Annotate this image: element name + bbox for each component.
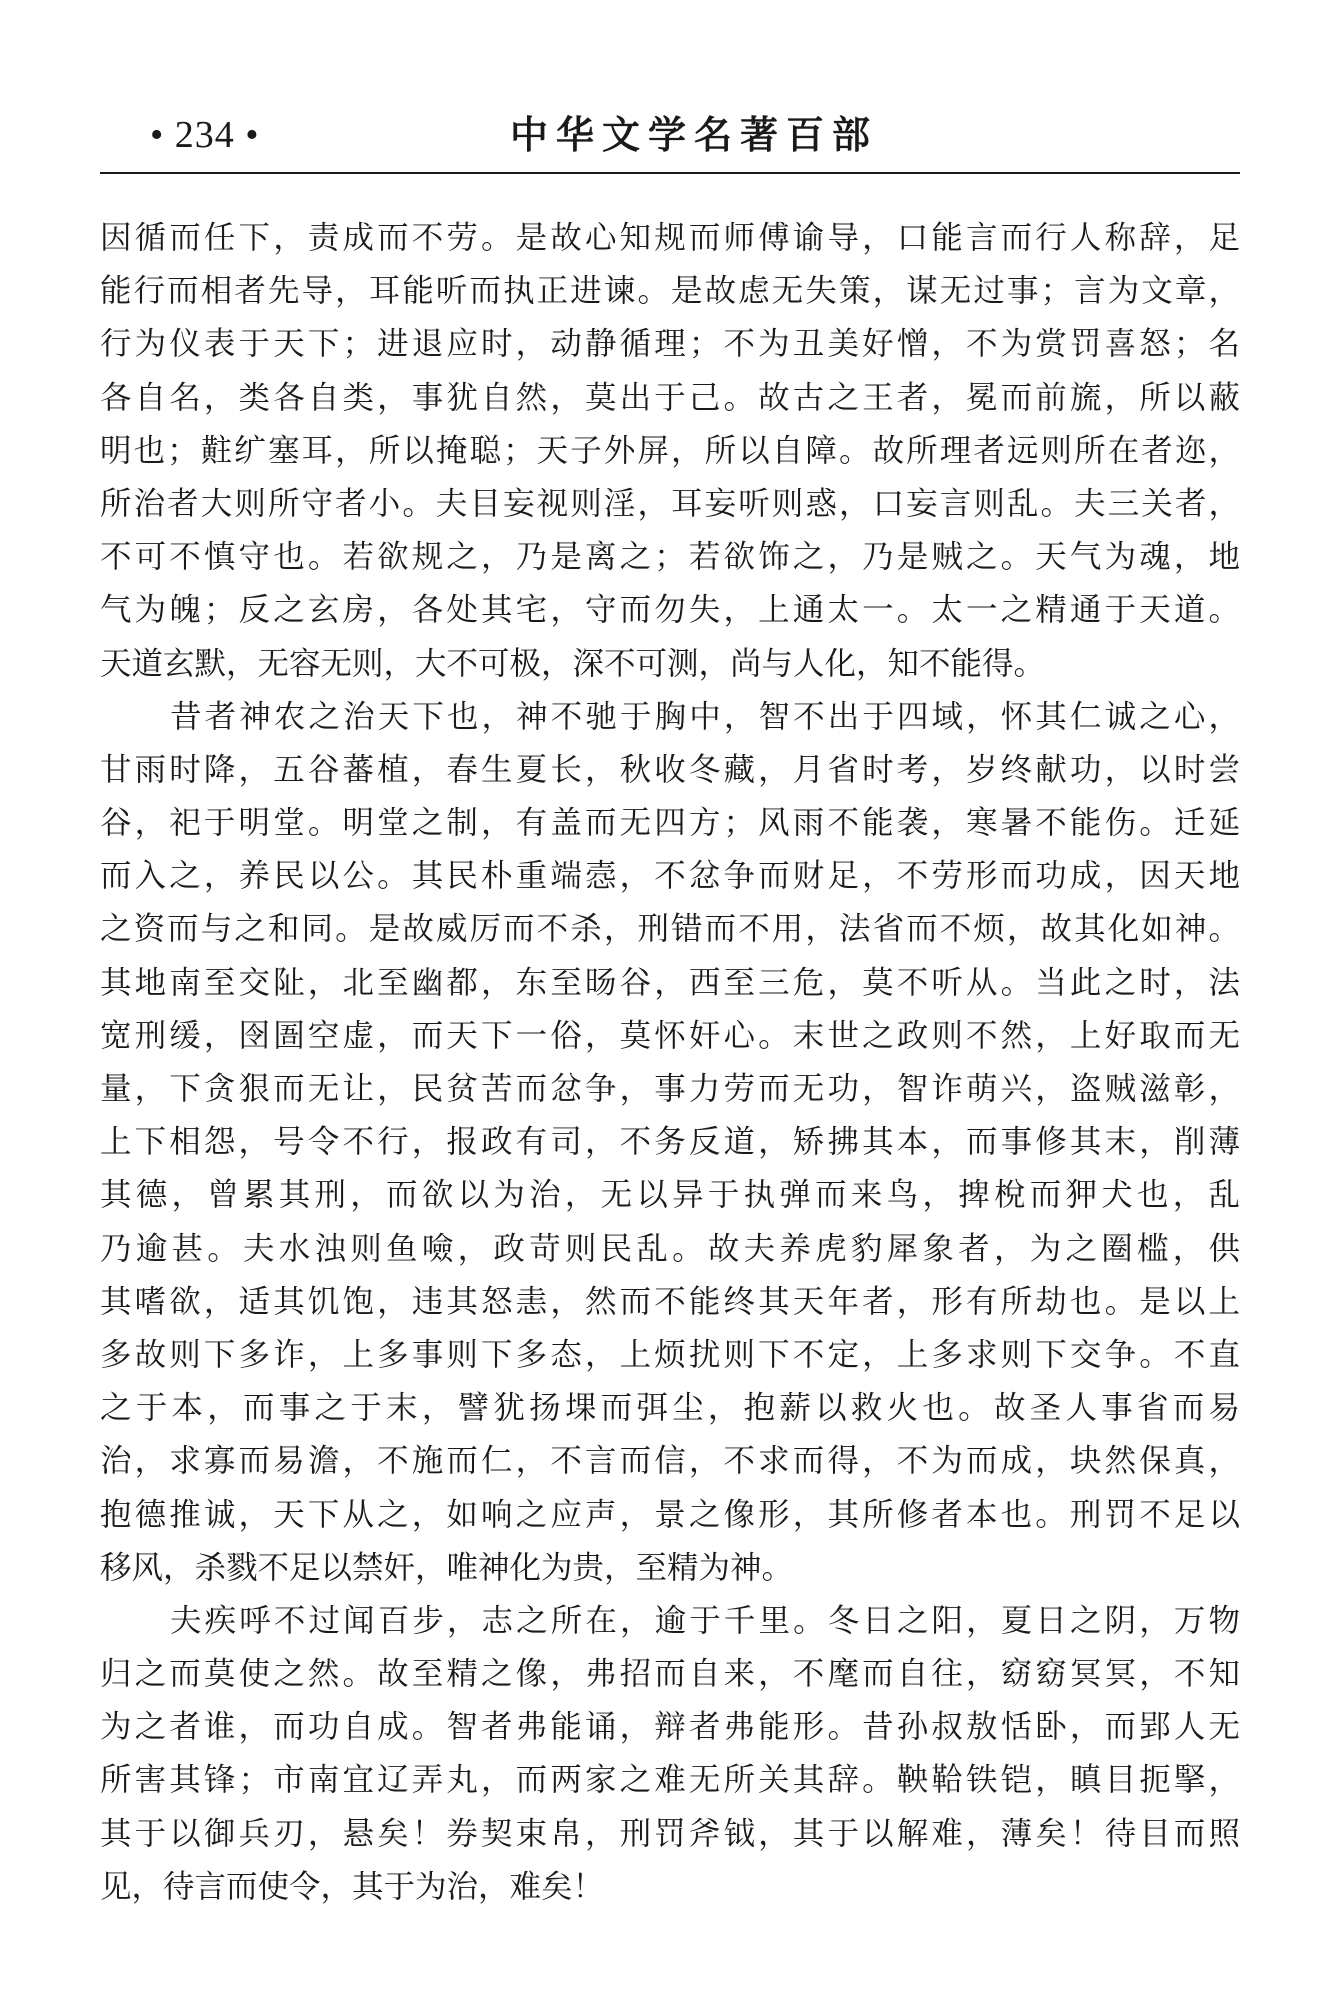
text-line: 而入之，养民以公。其民朴重端悫，不忿争而财足，不劳形而功成，因天地: [100, 858, 1240, 895]
paragraph-start-line: 昔者神农之治天下也，神不驰于胸中，智不出于四域，怀其仁诚之心，: [170, 698, 1240, 735]
text-line: 气为魄；反之玄房，各处其宅，守而勿失，上通太一。太一之精通于天道。: [100, 592, 1240, 629]
text-line: 宽刑缓，囹圄空虚，而天下一俗，莫怀奸心。末世之政则不然，上好取而无: [100, 1017, 1240, 1054]
running-title: 中华文学名著百部: [510, 112, 879, 157]
text-line: 其于以御兵刃，悬矣！券契束帛，刑罚斧钺，其于以解难，薄矣！待目而照: [100, 1815, 1240, 1852]
text-line: 能行而相者先导，耳能听而执正进谏。是故虑无失策，谋无过事；言为文章，: [100, 273, 1240, 310]
paragraph-start-line: 夫疾呼不过闻百步，志之所在，逾于千里。冬日之阳，夏日之阴，万物: [170, 1602, 1240, 1639]
text-line: 各自名，类各自类，事犹自然，莫出于己。故古之王者，冕而前旒，所以蔽: [100, 379, 1240, 416]
text-line: 多故则下多诈，上多事则下多态，上烦扰则下不定，上多求则下交争。不直: [100, 1336, 1240, 1373]
text-line: 治，求寡而易澹，不施而仁，不言而信，不求而得，不为而成，块然保真，: [100, 1443, 1240, 1480]
text-line: 量，下贪狠而无让，民贫苦而忿争，事力劳而无功，智诈萌兴，盗贼滋彰，: [100, 1071, 1240, 1107]
text-line: 明也；黈纩塞耳，所以掩聪；天子外屏，所以自障。故所理者远则所在者迩，: [100, 432, 1240, 469]
text-line: 所治者大则所守者小。夫目妄视则淫，耳妄听则惑，口妄言则乱。夫三关者，: [100, 485, 1240, 522]
text-line: 不可不慎守也。若欲规之，乃是离之；若欲饰之，乃是贼之。天气为魂，地: [100, 539, 1240, 576]
text-line: 见，待言而使令，其于为治，难矣！: [100, 1868, 605, 1905]
text-line: 移风，杀戮不足以禁奸，唯神化为贵，至精为神。: [100, 1549, 794, 1586]
text-line: 乃逾甚。夫水浊则鱼噞，政苛则民乱。故夫养虎豹犀象者，为之圈槛，供: [100, 1230, 1240, 1267]
text-line: 为之者谁，而功自成。智者弗能诵，辩者弗能形。昔孙叔敖恬卧，而郢人无: [100, 1709, 1240, 1746]
page-header: [100, 108, 1240, 168]
text-line: 其嗜欲，适其饥饱，违其怒恚，然而不能终其天年者，形有所劫也。是以上: [100, 1283, 1240, 1320]
text-line: 谷，祀于明堂。明堂之制，有盖而无四方；风雨不能袭，寒暑不能伤。迁延: [100, 805, 1240, 842]
text-line: 因循而任下，责成而不劳。是故心知规而师傅谕导，口能言而行人称辞，足: [100, 220, 1240, 256]
page-number: • 234 •: [150, 114, 260, 156]
text-line: 之于本，而事之于末，譬犹扬堁而弭尘，抱薪以救火也。故圣人事省而易: [100, 1390, 1240, 1427]
text-line: 行为仪表于天下；进退应时，动静循理；不为丑美好憎，不为赏罚喜怒；名: [100, 326, 1240, 363]
text-line: 归之而莫使之然。故至精之像，弗招而自来，不麾而自往，窈窈冥冥，不知: [100, 1656, 1240, 1693]
text-line: 抱德推诚，天下从之，如响之应声，景之像形，其所修者本也。刑罚不足以: [100, 1496, 1240, 1533]
text-line: 天道玄默，无容无则，大不可极，深不可测，尚与人化，知不能得。: [100, 645, 1046, 682]
text-line: 其地南至交阯，北至幽都，东至旸谷，西至三危，莫不听从。当此之时，法: [100, 964, 1240, 1001]
text-line: 甘雨时降，五谷蕃植，春生夏长，秋收冬藏，月省时考，岁终献功，以时尝: [100, 751, 1240, 788]
body-text: [100, 212, 1240, 1914]
text-line: 所害其锋；市南宜辽弄丸，而两家之难无所关其辞。鞅鞈铁铠，瞋目扼掔，: [100, 1762, 1240, 1799]
header-rule: [100, 172, 1240, 174]
text-line: 其德，曾累其刑，而欲以为治，无以异于执弹而来鸟，捭梲而狎犬也，乱: [100, 1177, 1240, 1214]
text-line: 上下相怨，号令不行，报政有司，不务反道，矫拂其本，而事修其末，削薄: [100, 1124, 1240, 1161]
text-line: 之资而与之和同。是故威厉而不杀，刑错而不用，法省而不烦，故其化如神。: [100, 911, 1240, 948]
